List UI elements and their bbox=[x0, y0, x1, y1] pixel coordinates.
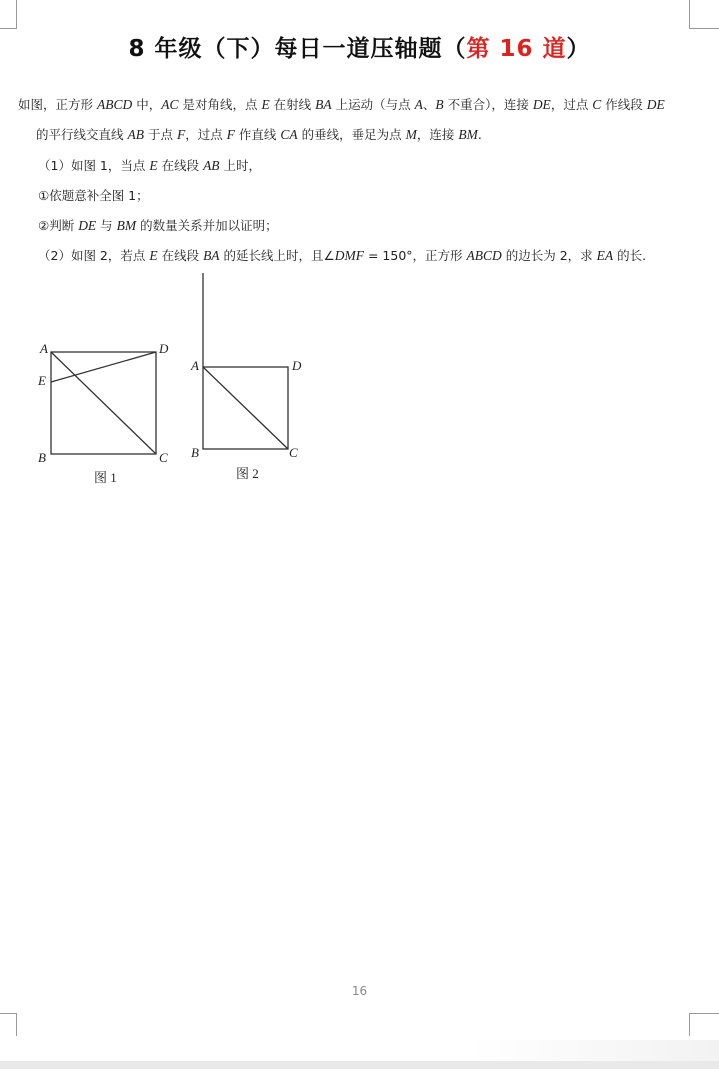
figure-1-label-e: E bbox=[38, 373, 46, 388]
figure-1 bbox=[51, 352, 156, 454]
figure-1-label-a: A bbox=[40, 341, 48, 356]
figure-2-label-d: D bbox=[292, 358, 302, 373]
question-1-part-2: ②判断 DE 与 BM 的数量关系并加以证明； bbox=[38, 218, 278, 233]
crop-mark-top-right bbox=[689, 0, 719, 29]
title-problem-number: 第 16 道 bbox=[466, 36, 567, 62]
question-1-intro: （1）如图 1，当点 E 在线段 AB 上时， bbox=[38, 158, 262, 173]
crop-mark-bottom-left bbox=[0, 1013, 17, 1036]
page-edge bbox=[0, 1061, 719, 1069]
figure-2-label-b: B bbox=[191, 445, 199, 460]
figure-1-label-d: D bbox=[159, 341, 169, 356]
page-shadow bbox=[470, 1040, 719, 1061]
question-1-part-1: ①依题意补全图 1； bbox=[38, 188, 149, 203]
figure-1-label-b: B bbox=[38, 450, 46, 465]
figure-2-diagonal-ac bbox=[203, 367, 288, 449]
figure-2-caption: 图 2 bbox=[236, 466, 259, 481]
crop-mark-bottom-right bbox=[689, 1013, 719, 1036]
problem-line-1: 如图，正方形 ABCD 中，AC 是对角线，点 E 在射线 BA 上运动（与点 A、B 不重合），连接 DE，过点 C 作线段 DE bbox=[18, 97, 665, 112]
title-close-paren: ） bbox=[566, 36, 591, 62]
problem-line-2: 的平行线交直线 AB 于点 F，过点 F 作直线 CA 的垂线，垂足为点 M，连接 BM. bbox=[36, 127, 482, 142]
crop-mark-top-left bbox=[0, 0, 17, 29]
question-2: （2）如图 2，若点 E 在线段 BA 的延长线上时，且∠DMF = 150°，正方形 ABCD 的边长为 2，求 EA 的长. bbox=[38, 248, 647, 263]
page-number: 16 bbox=[351, 984, 368, 998]
figure-2 bbox=[203, 273, 288, 449]
figure-2-label-c: C bbox=[289, 445, 298, 460]
figure-1-caption: 图 1 bbox=[94, 470, 117, 485]
figure-1-label-c: C bbox=[159, 450, 168, 465]
page-title bbox=[0, 30, 719, 63]
geometry-figures bbox=[0, 270, 340, 490]
figure-2-label-a: A bbox=[191, 358, 199, 373]
title-main: 8 年级（下）每日一道压轴题（ bbox=[128, 36, 467, 62]
